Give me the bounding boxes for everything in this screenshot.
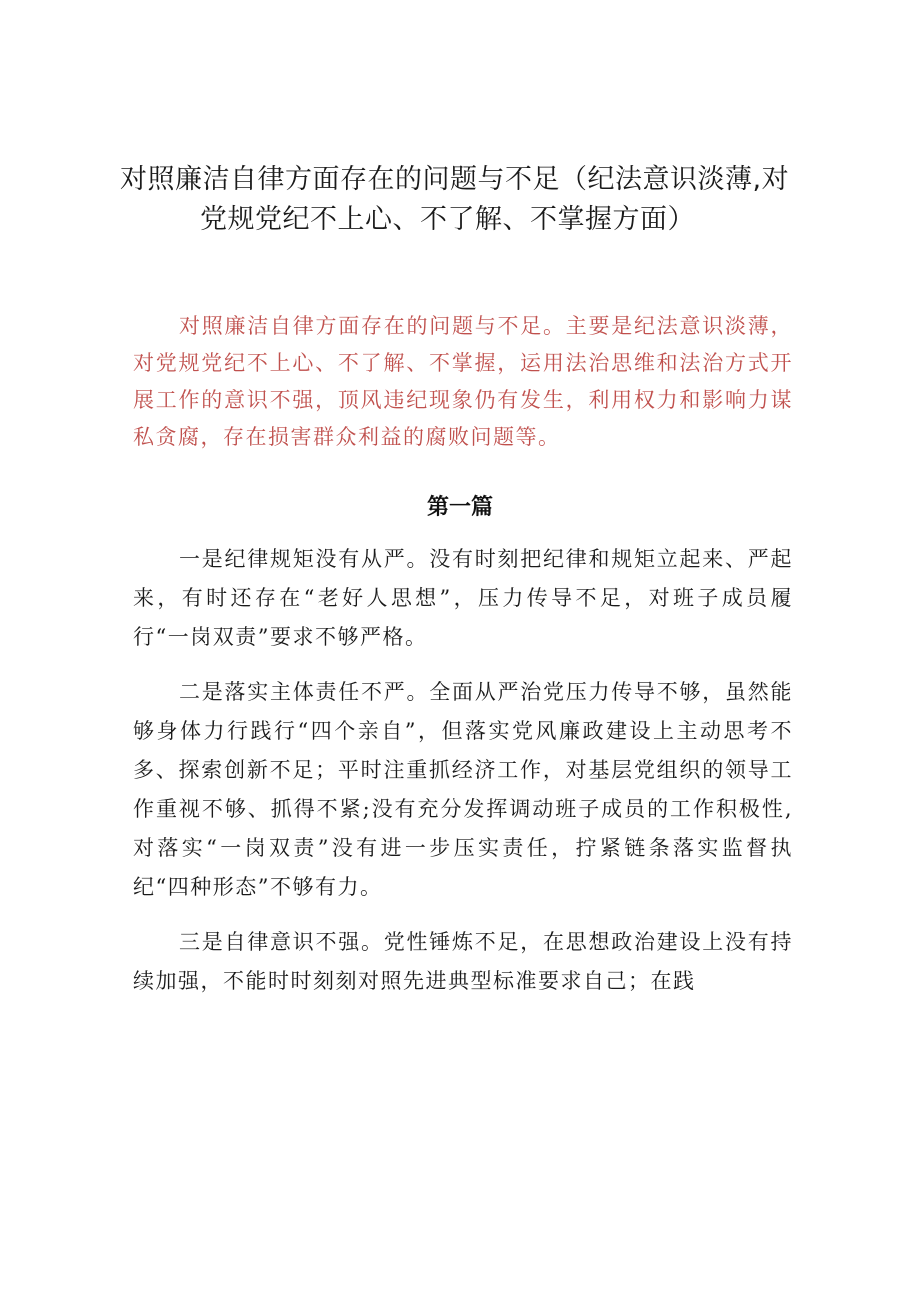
document-title bbox=[120, 160, 800, 240]
paragraph-3: 三是自律意识不强。党性锤炼不足，在思想政治建设上没有持续加强，不能时时刻刻对照先进典型标准要求自己；在践 bbox=[133, 930, 793, 993]
paragraph-1: 一是纪律规矩没有从严。没有时刻把纪律和规矩立起来、严起来，有时还存在“老好人思想”，压力传导不足，对班子成员履行“一岗双责”要求不够严格。 bbox=[133, 547, 793, 649]
summary-paragraph: 对照廉洁自律方面存在的问题与不足。主要是纪法意识淡薄，对党规党纪不上心、不了解、不掌握，运用法治思维和法治方式开展工作的意识不强，顶风违纪现象仍有发生，利用权力和影响力谋私贪腐，存在损害群众利益的腐败问题等。 bbox=[133, 314, 793, 449]
title-line-2: 党规党纪不上心、不了解、不掌握方面） bbox=[200, 204, 695, 235]
section-heading: 第一篇 bbox=[426, 495, 493, 520]
body-text bbox=[133, 540, 793, 1017]
paragraph-2: 二是落实主体责任不严。全面从严治党压力传导不够，虽然能够身体力行践行“四个亲自”，但落实党风廉政建设上主动思考不多、探索创新不足；平时注重抓经济工作，对基层党组织的领导工作重视不够、抓得不紧;没有充分发挥调动班子成员的工作积极性,对落实“一岗双责”没有进一步压实责任，拧紧链条落实监督执纪“四种形态”不够有力。 bbox=[133, 680, 793, 899]
title-line-1: 对照廉洁自律方面存在的问题与不足（纪法意识淡薄,对 bbox=[120, 164, 790, 195]
